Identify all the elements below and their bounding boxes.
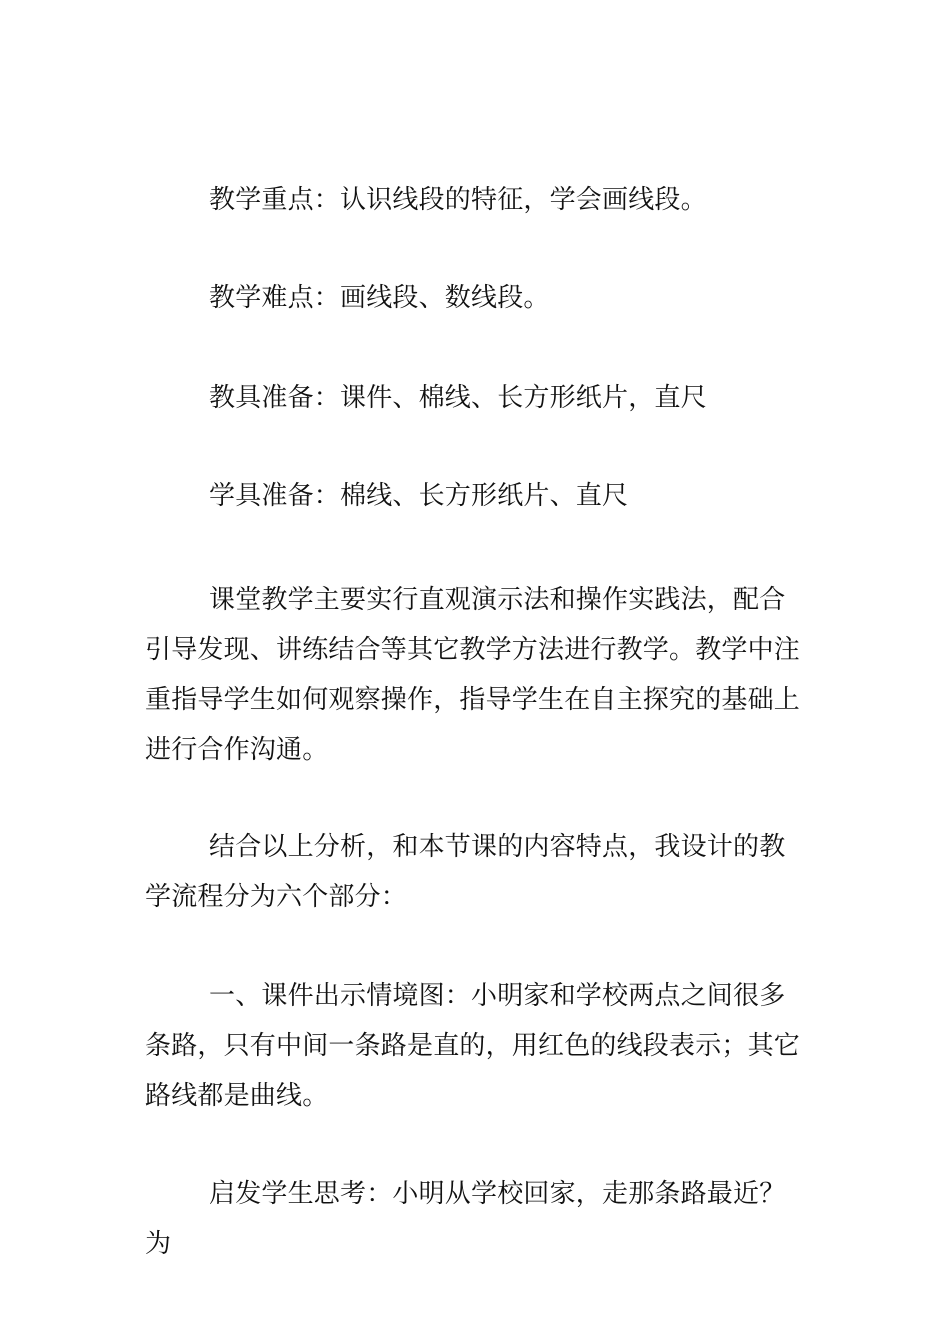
paragraph-teaching-focus <box>145 175 807 225</box>
paragraph-text: 课堂教学主要实行直观演示法和操作实践法，配合引导发现、讲练结合等其它教学方法进行教学。教学中注重指导学生如何观察操作，指导学生在自主探究的基础上进行合作沟通。 <box>145 585 801 765</box>
paragraph-text: 学具准备：棉线、长方形纸片、直尺 <box>209 481 629 511</box>
paragraph-text: 教具准备：课件、棉线、长方形纸片，直尺 <box>209 383 707 413</box>
paragraph-text: 结合以上分析，和本节课的内容特点，我设计的教学流程分为六个部分： <box>145 832 786 912</box>
paragraph-step-one <box>145 971 807 1121</box>
paragraph-text: 一、课件出示情境图：小明家和学校两点之间很多条路，只有中间一条路是直的，用红色的线段表示；其它路线都是曲线。 <box>145 981 801 1111</box>
paragraph-text: 教学重点：认识线段的特征，学会画线段。 <box>209 185 707 215</box>
paragraph-teaching-difficulty <box>145 273 807 323</box>
paragraph-teaching-flow <box>145 822 807 922</box>
paragraph-inspire-thinking <box>145 1169 807 1269</box>
paragraph-text: 启发学生思考：小明从学校回家，走那条路最近？为 <box>145 1179 786 1259</box>
paragraph-student-materials <box>145 471 807 521</box>
paragraph-teacher-materials <box>145 373 807 423</box>
paragraph-teaching-methods <box>145 575 807 775</box>
paragraph-text: 教学难点：画线段、数线段。 <box>209 283 550 313</box>
